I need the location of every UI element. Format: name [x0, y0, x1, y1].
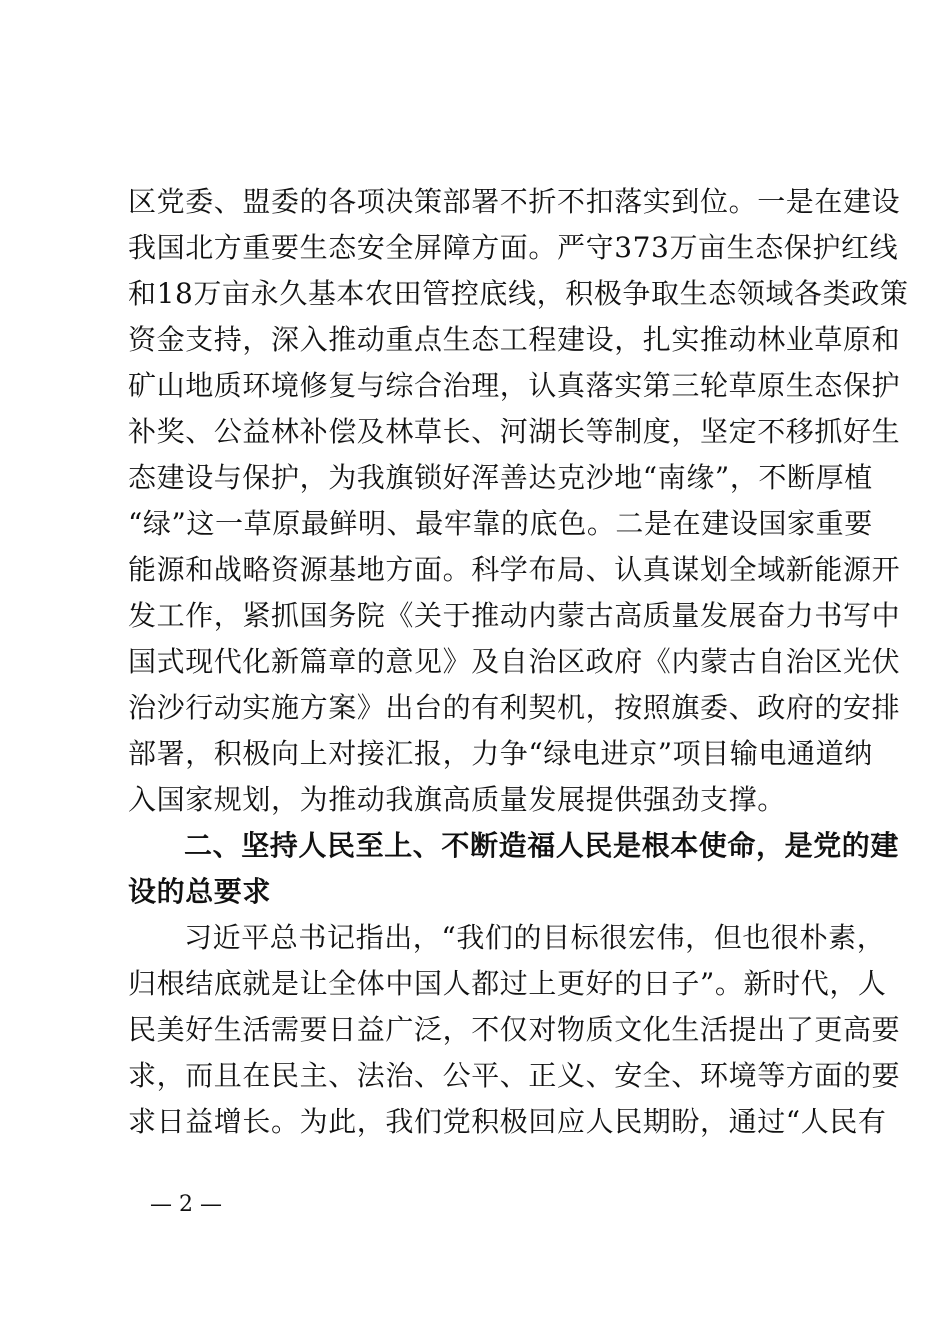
body-text-line: 态建设与保护，为我旗锁好浑善达克沙地“南缘”，不断厚植 [128, 461, 873, 494]
section-heading-line: 设的总要求 [128, 875, 272, 908]
body-text-line: 资金支持，深入推动重点生态工程建设，扎实推动林业草原和 [128, 323, 901, 356]
body-text-line: 求日益增长。为此，我们党积极回应人民期盼，通过“人民有 [128, 1105, 887, 1138]
section-heading-line: 二、坚持人民至上、不断造福人民是根本使命，是党的建 [184, 829, 900, 862]
body-text-line: 区党委、盟委的各项决策部署不折不扣落实到位。一是在建设 [128, 185, 901, 218]
body-text-line: 能源和战略资源基地方面。科学布局、认真谋划全域新能源开 [128, 553, 901, 586]
page-number: — 2 — [150, 1192, 222, 1217]
body-text-line: 求，而且在民主、法治、公平、正义、安全、环境等方面的要 [128, 1059, 901, 1092]
body-text-line: 民美好生活需要日益广泛，不仅对物质文化生活提出了更高要 [128, 1013, 901, 1046]
body-text-line: 补奖、公益林补偿及林草长、河湖长等制度，坚定不移抓好生 [128, 415, 901, 448]
body-text-line: 治沙行动实施方案》出台的有利契机，按照旗委、政府的安排 [128, 691, 901, 724]
body-text-line: “绿”这一草原最鲜明、最牢靠的底色。二是在建设国家重要 [128, 507, 873, 540]
body-text-line: 和18万亩永久基本农田管控底线，积极争取生态领域各类政策 [128, 277, 909, 310]
body-text-line: 习近平总书记指出，“我们的目标很宏伟，但也很朴素， [184, 921, 886, 954]
body-text-line: 矿山地质环境修复与综合治理，认真落实第三轮草原生态保护 [128, 369, 901, 402]
body-text-line: 发工作，紧抓国务院《关于推动内蒙古高质量发展奋力书写中 [128, 599, 901, 632]
body-text-line: 入国家规划，为推动我旗高质量发展提供强劲支撑。 [128, 783, 786, 816]
body-text-line: 国式现代化新篇章的意见》及自治区政府《内蒙古自治区光伏 [128, 645, 901, 678]
body-text-line: 我国北方重要生态安全屏障方面。严守373万亩生态保护红线 [128, 231, 899, 264]
body-text-line: 部署，积极向上对接汇报，力争“绿电进京”项目输电通道纳 [128, 737, 873, 770]
body-text-line: 归根结底就是让全体中国人都过上更好的日子”。新时代，人 [128, 967, 887, 1000]
